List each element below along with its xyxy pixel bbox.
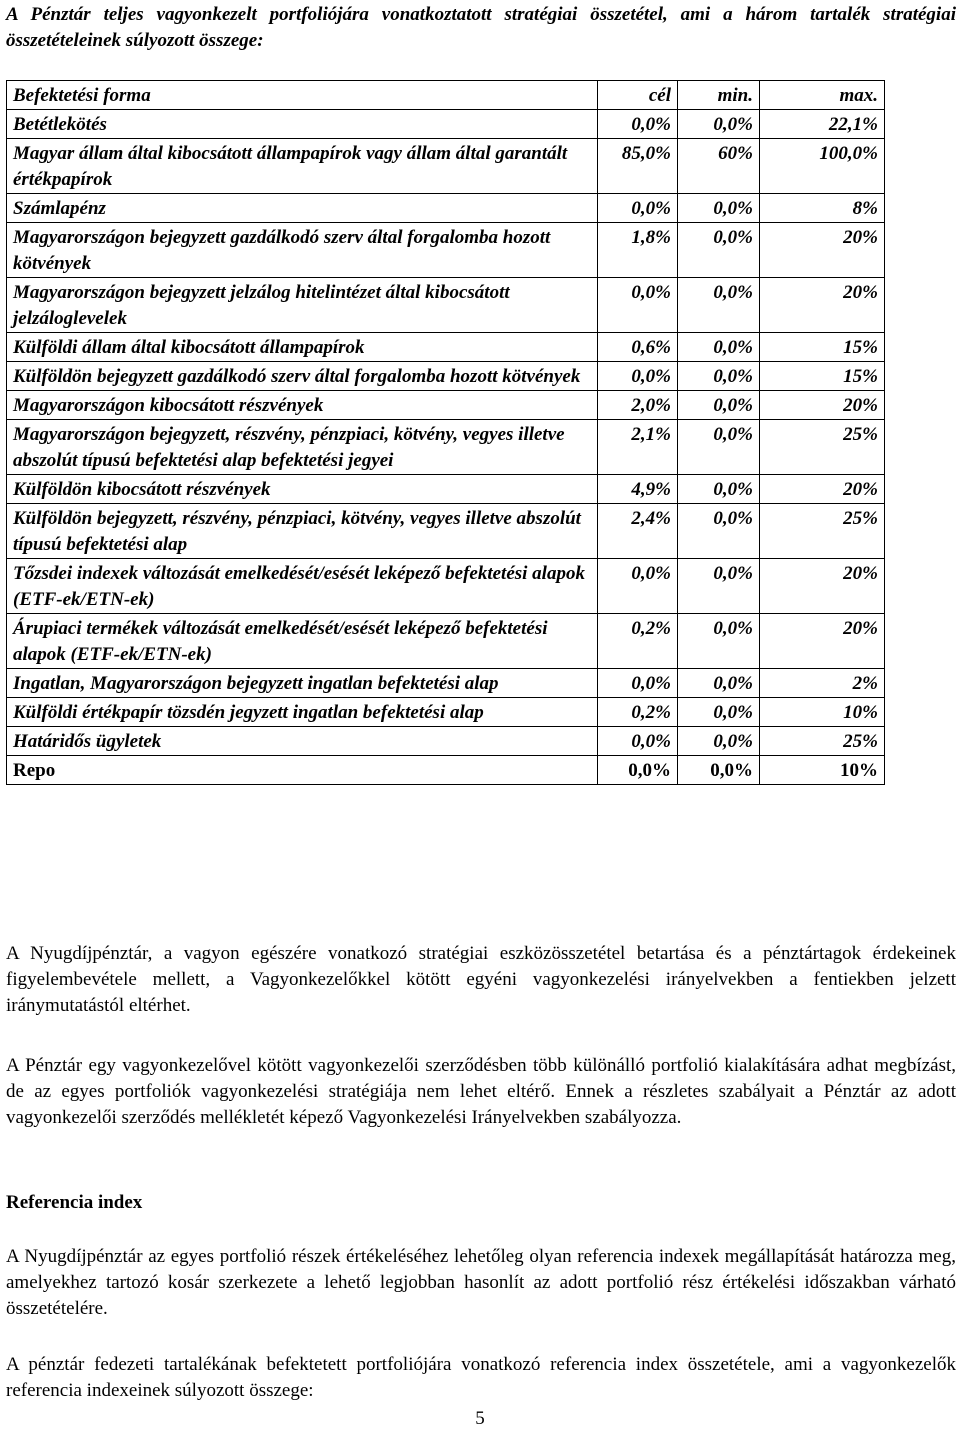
row-min: 0,0%: [678, 194, 760, 223]
row-max: 15%: [760, 362, 885, 391]
row-cel: 0,0%: [598, 559, 678, 614]
row-max: 15%: [760, 333, 885, 362]
row-cel: 0,6%: [598, 333, 678, 362]
paragraph-reference-index: A Nyugdíjpénztár az egyes portfolió részek értékeléséhez lehetőleg olyan referencia indexek megállapítását határozza meg, amelyekhez tartozó kosár szerkezete a lehető legjobban hasonlít az adott portfolió rész értékelési időszakban várható összetételére.: [6, 1246, 956, 1319]
row-cel: 0,2%: [598, 614, 678, 669]
row-name: Betétlekötés: [7, 110, 598, 139]
row-min: 0,0%: [678, 420, 760, 475]
table-row: [7, 194, 885, 223]
row-cel: 0,0%: [598, 278, 678, 333]
row-max: 20%: [760, 278, 885, 333]
row-min: 0,0%: [678, 475, 760, 504]
row-max: 8%: [760, 194, 885, 223]
row-min: 0,0%: [678, 669, 760, 698]
table-row: [7, 333, 885, 362]
row-cel: 2,0%: [598, 391, 678, 420]
row-max: 20%: [760, 559, 885, 614]
table-row: [7, 223, 885, 278]
row-min: 0,0%: [678, 698, 760, 727]
row-name: Repo: [7, 756, 598, 785]
row-cel: 0,0%: [598, 756, 678, 785]
row-max: 20%: [760, 614, 885, 669]
row-max: 20%: [760, 223, 885, 278]
row-name: Határidős ügyletek: [7, 727, 598, 756]
row-cel: 2,1%: [598, 420, 678, 475]
row-max: 10%: [760, 756, 885, 785]
row-max: 25%: [760, 504, 885, 559]
table-row: [7, 727, 885, 756]
row-name: Külföldi értékpapír tözsdén jegyzett ingatlan befektetési alap: [7, 698, 598, 727]
intro-text: A Pénztár teljes vagyonkezelt portfoliójára vonatkoztatott stratégiai összetétel, ami a három tartalék stratégiai összetételeinek súlyozott összege:: [6, 4, 956, 51]
row-name: Magyarországon bejegyzett jelzálog hitelintézet által kibocsátott jelzáloglevelek: [7, 278, 598, 333]
row-min: 0,0%: [678, 727, 760, 756]
row-name: Magyar állam által kibocsátott állampapírok vagy állam által garantált értékpapírok: [7, 139, 598, 194]
row-min: 0,0%: [678, 614, 760, 669]
page-number: 5: [475, 1408, 485, 1429]
row-name: Külföldön bejegyzett, részvény, pénzpiaci, kötvény, vegyes illetve abszolút típusú befektetési alap: [7, 504, 598, 559]
paragraph-reference-composition: A pénztár fedezeti tartalékának befektetett portfoliójára vonatkozó referencia index összetétele, ami a vagyonkezelők referencia indexeinek súlyozott összege:: [6, 1354, 956, 1401]
row-max: 20%: [760, 391, 885, 420]
header-cel: cél: [598, 81, 678, 110]
row-name: Magyarországon kibocsátott részvények: [7, 391, 598, 420]
table-row: [7, 278, 885, 333]
row-min: 60%: [678, 139, 760, 194]
row-min: 0,0%: [678, 756, 760, 785]
table-row: [7, 420, 885, 475]
table-row: [7, 139, 885, 194]
allocation-table: [6, 80, 885, 785]
table-row: [7, 669, 885, 698]
row-name: Külföldi állam által kibocsátott állampapírok: [7, 333, 598, 362]
table-row: [7, 391, 885, 420]
table-row: [7, 110, 885, 139]
header-min: min.: [678, 81, 760, 110]
row-min: 0,0%: [678, 333, 760, 362]
row-name: Külföldön kibocsátott részvények: [7, 475, 598, 504]
row-name: Számlapénz: [7, 194, 598, 223]
row-max: 22,1%: [760, 110, 885, 139]
header-max: max.: [760, 81, 885, 110]
paragraph-deviation: A Nyugdíjpénztár, a vagyon egészére vonatkozó stratégiai eszközösszetétel betartása és a pénztártagok érdekeinek figyelembevétele mellett, a Vagyonkezelőkkel kötött egyéni vagyonkezelési irányelvekben a fentiekben jelzett iránymutatástól eltérhet.: [6, 943, 956, 1016]
row-name: Magyarországon bejegyzett gazdálkodó szerv által forgalomba hozott kötvények: [7, 223, 598, 278]
row-cel: 0,0%: [598, 362, 678, 391]
table-row: [7, 756, 885, 785]
row-name: Tőzsdei indexek változását emelkedését/esését leképező befektetési alapok (ETF-ek/ETN-ek): [7, 559, 598, 614]
row-name: Magyarországon bejegyzett, részvény, pénzpiaci, kötvény, vegyes illetve abszolút típusú befektetési alap befektetési jegyei: [7, 420, 598, 475]
section-heading-referencia-index: Referencia index: [6, 1192, 143, 1213]
table-row: [7, 559, 885, 614]
row-min: 0,0%: [678, 391, 760, 420]
row-cel: 0,0%: [598, 194, 678, 223]
row-max: 10%: [760, 698, 885, 727]
row-min: 0,0%: [678, 504, 760, 559]
row-name: Külföldön bejegyzett gazdálkodó szerv által forgalomba hozott kötvények: [7, 362, 598, 391]
row-cel: 1,8%: [598, 223, 678, 278]
row-max: 100,0%: [760, 139, 885, 194]
header-befektetesi-forma: Befektetési forma: [7, 81, 598, 110]
row-min: 0,0%: [678, 110, 760, 139]
row-cel: 0,0%: [598, 110, 678, 139]
row-max: 20%: [760, 475, 885, 504]
table-row: [7, 362, 885, 391]
row-max: 25%: [760, 420, 885, 475]
paragraph-portfolios: A Pénztár egy vagyonkezelővel kötött vagyonkezelői szerződésben több különálló portfolió kialakítására adhat megbízást, de az egyes portfoliók vagyonkezelési stratégiája nem lehet eltérő. Ennek a részletes szabályait a Pénztár az adott vagyonkezelői szerződés mellékletét képező Vagyonkezelési Irányelvekben szabályozza.: [6, 1055, 956, 1128]
table-row: [7, 475, 885, 504]
row-name: Ingatlan, Magyarországon bejegyzett ingatlan befektetési alap: [7, 669, 598, 698]
table-row: [7, 614, 885, 669]
row-cel: 0,0%: [598, 669, 678, 698]
table-row: [7, 504, 885, 559]
row-cel: 2,4%: [598, 504, 678, 559]
row-name: Árupiaci termékek változását emelkedését/esését leképező befektetési alapok (ETF-ek/ETN-ek): [7, 614, 598, 669]
table-row: [7, 698, 885, 727]
row-min: 0,0%: [678, 362, 760, 391]
row-cel: 85,0%: [598, 139, 678, 194]
row-max: 25%: [760, 727, 885, 756]
row-min: 0,0%: [678, 559, 760, 614]
row-min: 0,0%: [678, 278, 760, 333]
table-header-row: [7, 81, 885, 110]
row-cel: 4,9%: [598, 475, 678, 504]
row-max: 2%: [760, 669, 885, 698]
row-cel: 0,2%: [598, 698, 678, 727]
row-min: 0,0%: [678, 223, 760, 278]
row-cel: 0,0%: [598, 727, 678, 756]
